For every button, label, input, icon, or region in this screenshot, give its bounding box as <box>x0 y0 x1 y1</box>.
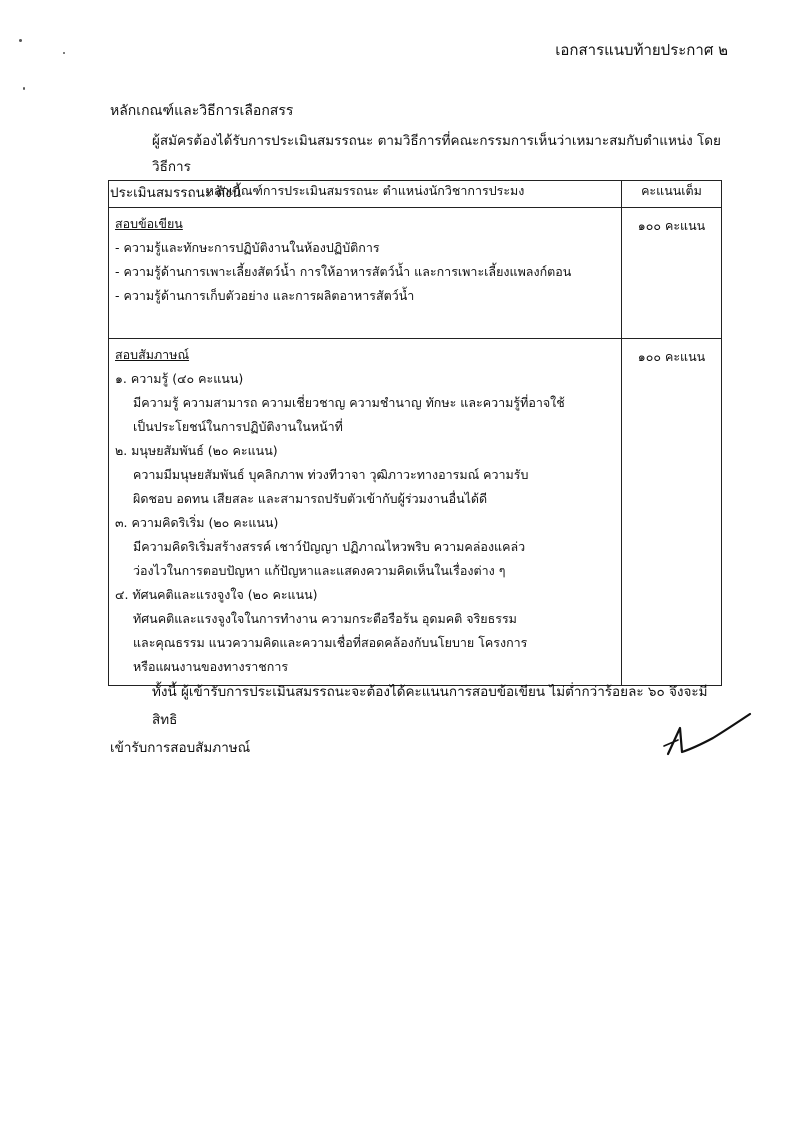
criterion-heading: ๔. ทัศนคติและแรงจูงใจ (๒๐ คะแนน) <box>115 587 318 602</box>
intro-line: ประเมินสมรรถนะ ดังนี้ <box>110 185 241 201</box>
criterion-detail: ผิดชอบ อดทน เสียสละ และสามารถปรับตัวเข้ากับผู้ร่วมงานอื่นได้ดี <box>133 491 488 506</box>
list-item: - ความรู้ด้านการเพาะเลี้ยงสัตว์น้ำ การให้อาหารสัตว์น้ำ และการเพาะเลี้ยงแพลงก์ตอน <box>115 264 572 279</box>
table-row <box>109 208 722 339</box>
score-column-header: คะแนนเต็ม <box>622 181 722 208</box>
criterion-detail: มีความคิดริเริ่มสร้างสรรค์ เชาว์ปัญญา ปฏิภาณไหวพริบ ความคล่องแคล่ว <box>133 539 526 554</box>
footer-line: ทั้งนี้ ผู้เข้ารับการประเมินสมรรถนะจะต้องได้คะแนนการสอบข้อเขียน ไม่ต่ำกว่าร้อยละ ๖๐ จึงจะมีสิทธิ <box>152 684 708 728</box>
criteria-table <box>108 180 722 686</box>
interview-score: ๑๐๐ คะแนน <box>622 339 722 686</box>
table-row <box>109 339 722 686</box>
table-header-row <box>109 181 722 208</box>
intro-line: ผู้สมัครต้องได้รับการประเมินสมรรถนะ ตามวิธีการที่คณะกรรมการเห็นว่าเหมาะสมกับตำแหน่ง โดยวิธีการ <box>152 133 721 175</box>
interview-title: สอบสัมภาษณ์ <box>115 347 190 362</box>
criterion-detail: หรือแผนงานของทางราชการ <box>133 659 289 674</box>
written-exam-cell <box>109 208 622 339</box>
written-exam-title: สอบข้อเขียน <box>115 216 183 231</box>
criterion-detail: มีความรู้ ความสามารถ ความเชี่ยวชาญ ความชำนาญ ทักษะ และความรู้ที่อาจใช้ <box>133 395 565 410</box>
list-item: - ความรู้ด้านการเก็บตัวอย่าง และการผลิตอาหารสัตว์น้ำ <box>115 288 415 303</box>
criterion-heading: ๑. ความรู้ (๔๐ คะแนน) <box>115 371 244 386</box>
scan-speck <box>63 52 65 54</box>
list-item: - ความรู้และทักษะการปฏิบัติงานในห้องปฏิบัติการ <box>115 240 380 255</box>
section-title: หลักเกณฑ์และวิธีการเลือกสรร <box>110 103 294 119</box>
criteria-column-header: หลักเกณฑ์การประเมินสมรรถนะ ตำแหน่งนักวิชาการประมง <box>109 181 622 208</box>
criterion-detail: และคุณธรรม แนวความคิดและความเชื่อที่สอดคล้องกับนโยบาย โครงการ <box>133 635 528 650</box>
criterion-heading: ๓. ความคิดริเริ่ม (๒๐ คะแนน) <box>115 515 279 530</box>
interview-cell <box>109 339 622 686</box>
written-exam-score: ๑๐๐ คะแนน <box>622 208 722 339</box>
footer-paragraph <box>110 678 722 762</box>
signature-image <box>658 706 758 766</box>
criterion-detail: เป็นประโยชน์ในการปฏิบัติงานในหน้าที่ <box>133 419 343 434</box>
criterion-heading: ๒. มนุษยสัมพันธ์ (๒๐ คะแนน) <box>115 443 278 458</box>
scan-speck <box>19 39 22 42</box>
footer-line: เข้ารับการสอบสัมภาษณ์ <box>110 740 251 756</box>
criterion-detail: ความมีมนุษยสัมพันธ์ บุคลิกภาพ ท่วงทีวาจา วุฒิภาวะทางอารมณ์ ความรับ <box>133 467 529 482</box>
attachment-reference: เอกสารแนบท้ายประกาศ ๒ <box>555 41 728 59</box>
scan-speck <box>23 87 25 90</box>
criterion-detail: ทัศนคติและแรงจูงใจในการทำงาน ความกระตือรือร้น อุดมคติ จริยธรรม <box>133 611 517 626</box>
criterion-detail: ว่องไวในการตอบปัญหา แก้ปัญหาและแสดงความคิดเห็นในเรื่องต่าง ๆ <box>133 563 506 578</box>
